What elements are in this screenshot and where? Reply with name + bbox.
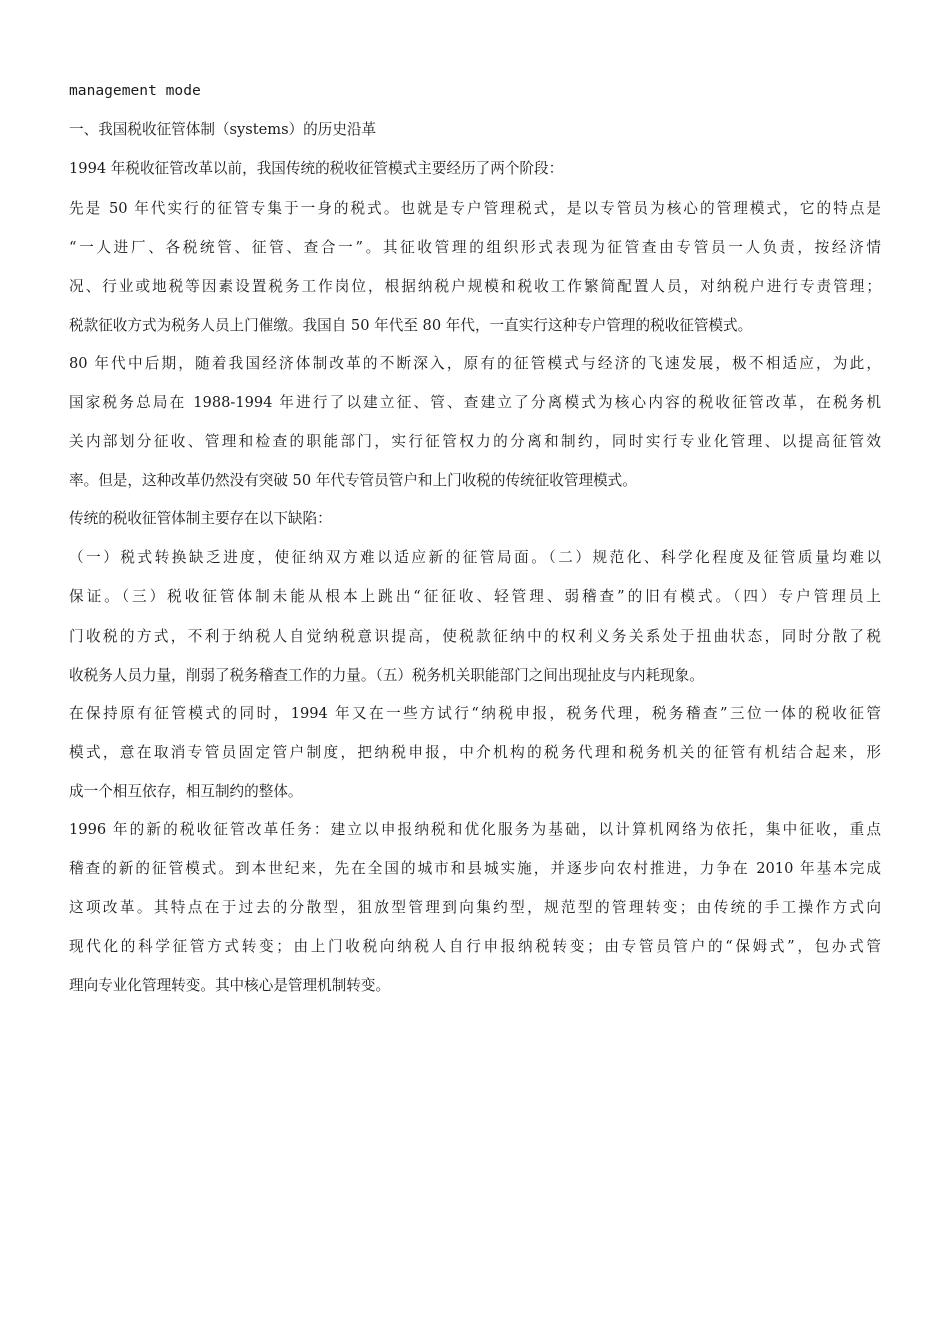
paragraph-line: “一人进厂、各税统管、征管、查合一”。其征收管理的组织形式表现为征管查由专管员一人负责，按经济情 [69, 238, 881, 256]
paragraph-line: 率。但是，这种改革仍然没有突破 50 年代专管员管户和上门收税的传统征收管理模式。 [69, 472, 637, 490]
paragraph-line: 80 年代中后期，随着我国经济体制改革的不断深入，原有的征管模式与经济的飞速发展，极不相适应，为此， [69, 354, 881, 372]
paragraph-line: 成一个相互依存，相互制约的整体。 [69, 782, 303, 800]
paragraph-line: 保证。（三）税收征管体制未能从根本上跳出“征征收、轻管理、弱稽查”的旧有模式。（四）专户管理员上 [69, 588, 881, 606]
paragraph-line: 这项改革。其特点在于过去的分散型，狙放型管理到向集约型，规范型的管理转变；由传统的手工操作方式向 [69, 898, 881, 916]
paragraph-line: 1996 年的新的税收征管改革任务：建立以申报纳税和优化服务为基础，以计算机网络为依托，集中征收，重点 [69, 820, 881, 838]
paragraph-line: 收税务人员力量，削弱了税务稽查工作的力量。（五）税务机关职能部门之间出现扯皮与内耗现象。 [69, 666, 704, 684]
paragraph-line: 理向专业化管理转变。其中核心是管理机制转变。 [69, 977, 391, 995]
paragraph-line: 1994 年税收征管改革以前，我国传统的税收征管模式主要经历了两个阶段： [69, 160, 564, 178]
paragraph-line: 模式，意在取消专管员固定管户制度，把纳税申报，中介机构的税务代理和税务机关的征管有机结合起来，形 [69, 743, 881, 761]
paragraph-line: 现代化的科学征管方式转变；由上门收税向纳税人自行申报纳税转变；由专管员管户的“保姆式”，包办式管 [69, 938, 881, 956]
paragraph-line: 传统的税收征管体制主要存在以下缺陷： [69, 510, 332, 528]
paragraph-line: （一）税式转换缺乏进度，使征纳双方难以适应新的征管局面。（二）规范化、科学化程度及征管质量均难以 [69, 549, 881, 567]
document-body [69, 72, 881, 1005]
paragraph-line: 税款征收方式为税务人员上门催缴。我国自 50 年代至 80 年代，一直实行这种专户管理的税收征管模式。 [69, 317, 753, 335]
paragraph-line: 稽查的新的征管模式。到本世纪来，先在全国的城市和县城实施，并逐步向农村推进，力争在 2010 年基本完成 [69, 859, 881, 877]
paragraph-line: 门收税的方式，不利于纳税人自觉纳税意识提高，使税款征纳中的权利义务关系处于扭曲状态，同时分散了税 [69, 627, 881, 645]
paragraph-line: 关内部划分征收、管理和检查的职能部门，实行征管权力的分离和制约，同时实行专业化管理、以提高征管效 [69, 433, 881, 451]
section-heading: 一、我国税收征管体制（systems）的历史沿革 [69, 121, 377, 139]
paragraph-line: 国家税务总局在 1988-1994 年进行了以建立征、管、查建立了分离模式为核心内容的税收征管改革，在税务机 [69, 394, 881, 411]
paragraph-line: 在保持原有征管模式的同时，1994 年又在一些方试行“纳税申报，税务代理，税务稽查”三位一体的税收征管 [69, 704, 881, 722]
heading-english: management mode [69, 82, 201, 99]
paragraph-line: 先是 50 年代实行的征管专集于一身的税式。也就是专户管理税式，是以专管员为核心的管理模式，它的特点是 [69, 199, 881, 217]
paragraph-line: 况、行业或地税等因素设置税务工作岗位，根据纳税户规模和税收工作繁简配置人员，对纳税户进行专责管理； [69, 277, 881, 295]
